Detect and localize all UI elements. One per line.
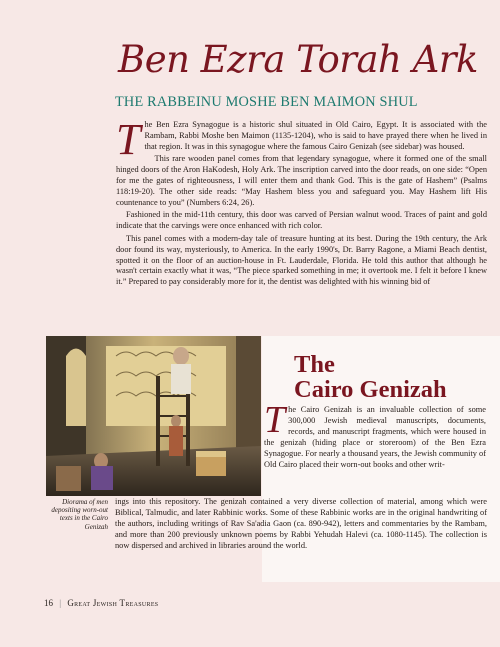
article-paragraph-1-text: he Ben Ezra Synagogue is a historic shul situated in Old Cairo, Egypt. It is associated with the Rambam, Rabbi Moshe ben Maimon (1135-1204), who is said to have prayed there when he lived in that region. It was in this synagogue where the famous Cairo Genizah (see sidebar) was housed. [144,120,487,151]
sidebar-text-top: he Cairo Genizah is an invaluable collection of some 300,000 Jewish medieval manuscripts, documents, records, and manuscript fragments, which were housed in the genizah (hiding place or storeroom) of the Ben Ezra Synagogue. For nearly a thousand years, the Jewish community of Old Cairo placed their worn-out books and other writ- [264,405,486,469]
article-paragraph-1 [116,115,487,164]
sidebar-body-continued: ings into this repository. The genizah contained a very diverse collection of material, among which were Biblical, Talmudic, and later Rabbinic works. Some of these Rabbinic works are in the original handwriting of the authors, including writings of Rav Sa'adia Gaon (ca. 890-942), letters and commentaries by the Rambam, and more than 200 previously unknown poems by Rabbi Yehudah Halevi (ca. 1080-1145). The collection is now dispersed and archived in libraries around the world. [115,497,487,550]
book-title: Great Jewish Treasures [67,598,159,608]
footer-separator: | [59,598,62,608]
article-paragraph-2: This rare wooden panel comes from that legendary synagogue, where it formed one of the small hinged doors of the Aron HaKodesh, Holy Ark. The inscription carved into the door reads, on one side: “Open for me the gates of righteousness, I will enter them and thank God. This is the gate of Hashem” (Psalms 118:19-20). The other side reads: “May Hashem bless you and safeguard you. May Hashem lift His countenance to you” (Numbers 6:24, 26). [116,154,487,207]
article-dropcap: T [116,115,141,164]
article-paragraph-4: This panel comes with a modern-day tale of treasure hunting at its best. During the 19th century, the Ark door found its way, mysteriously, to America. In the early 1990's, Dr. Barry Ragone, a Miami Beach dentist, spotted it on the floor of an auction-house in Ft. Lauderdale, Florida. He told this author that although he wasn't certain exactly what it was, “The piece sparked something in me; it overtook me. I felt it before I knew it.” Prepared to pay considerably more for it, the dentist was delighted with his winning bid of [116,233,487,287]
page-footer [44,598,344,608]
sidebar-title-line-1: The [294,351,335,378]
page-subtitle: THE RABBEINU MOSHE BEN MAIMON SHUL [115,94,418,110]
article-body [116,115,487,290]
sidebar-body [264,399,486,470]
page-number: 16 [44,598,53,608]
sidebar-dropcap: T [264,399,286,441]
diorama-illustration [46,336,261,496]
diorama-photo [46,336,261,496]
page-title: Ben Ezra Torah Ark [118,38,478,81]
sidebar-title [294,352,494,402]
article-paragraph-3: Fashioned in the mid-11th century, this door was carved of Persian walnut wood. Traces of paint and gold indicate that the carvings were once enhanced with rich color. [116,210,487,231]
photo-caption: Diorama of men depositing worn-out texts in the Cairo Genizah [51,498,108,531]
sidebar-title-line-2: Cairo Genizah [294,376,447,403]
